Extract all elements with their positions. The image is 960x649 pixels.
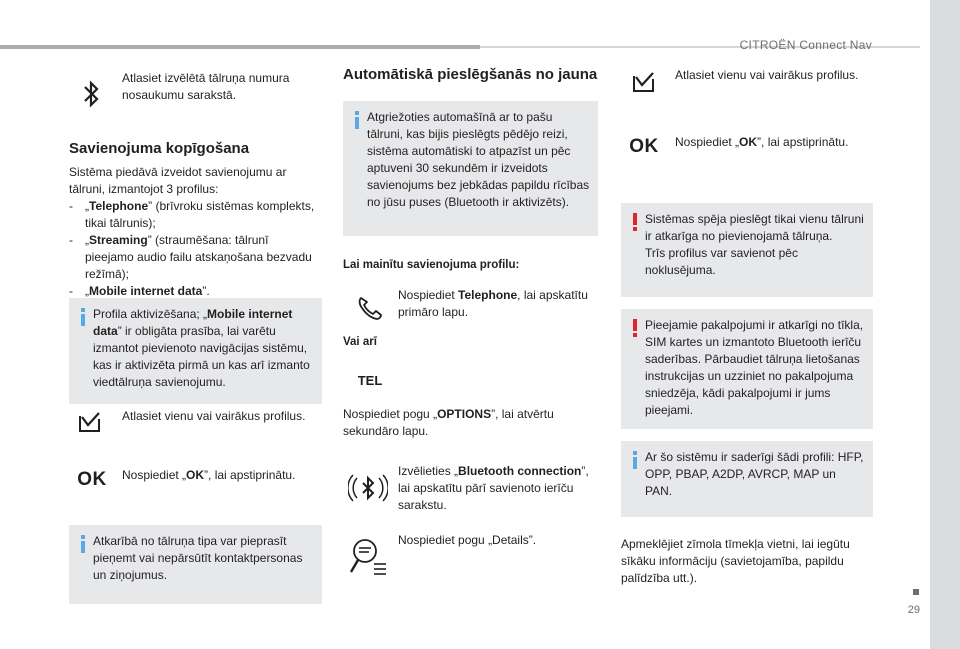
- tel-icon: TEL: [357, 372, 383, 388]
- info-box-reconnect: [343, 101, 598, 236]
- website-info-text: Apmeklējiet zīmola tīmekļa vietni, lai iegūtu sīkāku informāciju (savietojamība, papildu palīdzība utt.).: [621, 537, 850, 585]
- list-item: - „Telephone” (brīvroku sistēmas komplekts, tikai tālrunis);: [69, 198, 319, 232]
- press-telephone-text: Nospiediet Telephone, lai apskatītu primāro lapu.: [398, 288, 588, 319]
- checkbox-select-icon: [76, 408, 104, 436]
- warning-box-text: Sistēmas spēja pieslēgt tikai vienu tālruni ir atkarīga no pievienojamā tālruņa. Trīs profilus var savienot pēc noklusējuma.: [645, 212, 864, 277]
- select-profiles-text: Atlasiet vienu vai vairākus profilus.: [675, 68, 859, 82]
- section-heading-reconnect: Automātiskā pieslēgšanās no jauna: [343, 66, 598, 83]
- checkbox-select-icon: [630, 68, 658, 96]
- info-box-contacts: [69, 525, 322, 604]
- end-of-section-mark: [913, 589, 919, 595]
- ok-confirm-text: Nospiediet „OK”, lai apstiprinātu.: [122, 468, 296, 482]
- info-marker-icon: [352, 111, 366, 129]
- warning-box-text: Pieejamie pakalpojumi ir atkarīgi no tīkla, SIM kartes un izmantoto Bluetooth ierīču saderības. Pārbaudiet tālruņa lietošanas instrukcijas un uzziniet no pakalpojuma sniedzēja, kādi pakalpojumi ir jums pieejami.: [645, 318, 864, 417]
- warning-box-single-phone: [621, 203, 873, 297]
- sharing-description: [69, 164, 319, 300]
- select-name-text: Atlasiet izvēlētā tālruņa numura nosaukumu sarakstā.: [122, 71, 290, 102]
- header-title: CITROËN Connect Nav: [739, 38, 872, 52]
- info-box-text: Atkarībā no tālruņa tipa var pieprasīt pieņemt vai nepārsūtīt kontaktpersonas un ziņojumus.: [93, 534, 303, 582]
- header-rule: [0, 45, 480, 49]
- warning-box-services: [621, 309, 873, 429]
- info-box-text: Atgriežoties automašīnā ar to pašu tālruni, kas bijis pieslēgts pēdējo reizi, sistēma automātiski to atpazīst un pēc aptuveni 30 sekundēm ir izveidots savienojums bez jebkādas papildu rīcības no jūsu puses (Bluetooth ir aktivizēts).: [367, 110, 590, 209]
- details-search-icon: [346, 535, 390, 579]
- info-marker-icon: [78, 535, 92, 553]
- bluetooth-connection-icon: [346, 466, 390, 510]
- list-item: - „Mobile internet data”.: [69, 283, 319, 300]
- change-profile-subheading: Lai mainītu savienojuma profilu:: [343, 259, 520, 271]
- select-profiles-text: Atlasiet vienu vai vairākus profilus.: [122, 409, 306, 423]
- sharing-intro: Sistēma piedāvā izveidot savienojumu ar tālruni, izmantojot 3 profilus:: [69, 165, 287, 196]
- info-box-text: Ar šo sistēmu ir saderīgi šādi profili: HFP, OPP, PBAP, A2DP, AVRCP, MAP un PAN.: [645, 450, 864, 498]
- info-box-profile: [69, 298, 322, 404]
- info-box-compatible-profiles: [621, 441, 873, 517]
- ok-icon: OK: [629, 136, 659, 157]
- phone-handset-icon: [354, 292, 386, 324]
- ok-icon: OK: [77, 469, 107, 490]
- bluetooth-icon: [78, 76, 104, 112]
- info-box-text: Profila aktivizēšana; „Mobile internet data” ir obligāta prasība, lai varētu izmantot pievienoto navigācijas sistēmu, kas ir aktivizēta pirmā un kas arī izmanto viedtālruņa savienojumu.: [93, 307, 310, 389]
- list-item: - „Streaming” (straumēšana: tālrunī pieejamo audio failu atskaņošana bezvadu režīmā);: [69, 232, 319, 283]
- press-details-text: Nospiediet pogu „Details”.: [398, 533, 537, 547]
- page-number: 29: [907, 604, 920, 616]
- profile-list: [69, 198, 319, 300]
- press-options-text: Nospiediet pogu „OPTIONS”, lai atvērtu sekundāro lapu.: [343, 407, 554, 438]
- warning-marker-icon: [630, 319, 644, 337]
- bluetooth-connection-text: Izvēlieties „Bluetooth connection”, lai apskatītu pārī savienoto ierīču sarakstu.: [398, 464, 589, 512]
- or-label: Vai arī: [343, 336, 377, 348]
- info-marker-icon: [78, 308, 92, 326]
- page-edge-strip: [930, 0, 960, 649]
- warning-marker-icon: [630, 213, 644, 231]
- ok-confirm-text: Nospiediet „OK”, lai apstiprinātu.: [675, 135, 849, 149]
- info-marker-icon: [630, 451, 644, 469]
- section-heading-sharing: Savienojuma kopīgošana: [69, 140, 250, 157]
